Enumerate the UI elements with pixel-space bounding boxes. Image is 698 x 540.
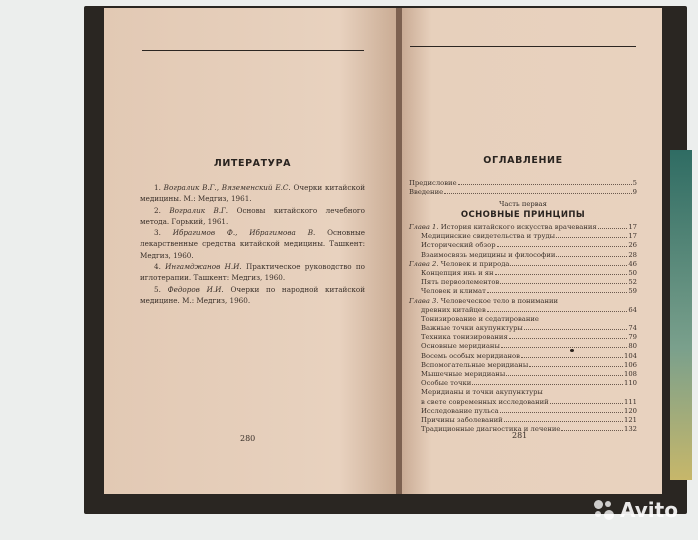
toc-title: Тонизирование и седатирование: [421, 314, 539, 323]
reference-authors: Федоров И.И.: [167, 284, 224, 294]
toc-title: [409, 223, 597, 232]
reference-text: Практическое руководство по иглотерапии. Ташкент: Медгиз, 1960.: [140, 262, 365, 283]
toc-title: Концепция инь и ян: [421, 268, 494, 277]
toc-leader: [521, 357, 623, 358]
toc-title: Техника тонизирования: [421, 333, 508, 342]
toc-page: 79: [628, 333, 637, 342]
reference-number: 5.: [154, 284, 161, 294]
toc-chapter-label: Глава 2.: [409, 259, 439, 268]
toc-chapter-label: Глава 3.: [409, 296, 439, 305]
toc-title: Мышечные меридианы: [421, 370, 506, 378]
toc-item: [409, 269, 637, 278]
toc-chapter-label: Глава 1.: [409, 223, 439, 231]
toc-page: 104: [624, 351, 637, 360]
toc-leader: [524, 329, 628, 330]
toc-leader: [500, 412, 623, 413]
toc-chapter-title: Человеческое тело в понимании: [440, 296, 559, 305]
toc-title: Основные меридианы: [421, 342, 500, 351]
toc-leader: [550, 403, 623, 404]
toc-title: древних китайцев: [421, 305, 486, 314]
toc-item: [409, 416, 637, 425]
toc-item: [409, 370, 637, 379]
toc-page: 59: [628, 287, 637, 296]
book-gutter: [396, 8, 402, 494]
contents-list: [409, 223, 637, 434]
bibliography-heading: ЛИТЕРАТУРА: [213, 158, 292, 169]
toc-page: 46: [628, 259, 637, 268]
toc-title: Исследование пульса: [421, 406, 499, 415]
toc-leader: [598, 228, 628, 229]
toc-leader: [487, 311, 628, 312]
toc-leader: [556, 237, 627, 238]
toc-leader: [495, 274, 628, 275]
reference-number: 4.: [154, 262, 161, 272]
toc-item: [409, 306, 637, 315]
toc-title: Исторический обзор: [421, 241, 496, 250]
toc-item: [409, 379, 637, 388]
avito-logo-icon: [592, 498, 616, 522]
right-page-number: 281: [512, 431, 528, 440]
toc-leader: [529, 366, 623, 367]
toc-item: [409, 342, 637, 351]
toc-leader: [444, 193, 632, 194]
toc-title: Человек и климат: [421, 287, 486, 296]
contents-heading: ОГЛАВЛЕНИЕ: [483, 155, 563, 166]
toc-page: 52: [628, 278, 637, 287]
toc-title: Особые точки: [421, 379, 472, 388]
toc-page: 121: [624, 415, 637, 424]
toc-item: [409, 188, 637, 197]
toc-page: 17: [628, 223, 637, 231]
reference-text: Основы китайского лечебного метода. Горький, 1961.: [140, 205, 365, 226]
reference-text: Очерки китайской медицины. М.: Медгиз, 1961.: [140, 183, 365, 204]
toc-leader: [497, 246, 628, 247]
reference-item: [140, 284, 365, 307]
reference-authors: Ибрагимов Ф., Ибрагимова В.: [172, 228, 316, 238]
toc-page: 74: [628, 324, 637, 333]
toc-leader: [510, 265, 627, 266]
toc-title: Причины заболеваний: [421, 415, 503, 424]
toc-title: Традиционные диагностика и лечение: [421, 425, 561, 434]
reference-item: [140, 182, 365, 205]
left-top-rule: [142, 50, 364, 51]
toc-chapter: [409, 260, 637, 269]
toc-page: 28: [628, 250, 637, 259]
toc-item: [409, 241, 637, 250]
reference-authors: Вогралик В.Г.: [169, 205, 229, 215]
toc-leader: [487, 292, 628, 293]
toc-chapter-title: Человек и природа: [440, 259, 510, 268]
toc-page: 111: [624, 397, 637, 406]
toc-item: [409, 179, 637, 188]
toc-item: [409, 333, 637, 342]
toc-chapter: [409, 297, 637, 306]
toc-item: [409, 324, 637, 333]
toc-item: [409, 278, 637, 287]
toc-item: [409, 315, 637, 324]
toc-leader: [501, 347, 627, 348]
toc-title: [409, 260, 509, 269]
avito-watermark: [592, 498, 678, 522]
reference-authors: Вогралик В.Г., Вяземенский Е.С.: [163, 183, 291, 192]
toc-leader: [509, 338, 628, 339]
reference-number: 1.: [154, 183, 161, 192]
toc-page: 9: [632, 188, 637, 197]
reference-number: 3.: [154, 228, 161, 238]
toc-page: 50: [628, 268, 637, 277]
toc-leader: [556, 256, 627, 257]
toc-item: [409, 287, 637, 296]
toc-title: [409, 297, 558, 306]
part-title: ОСНОВНЫЕ ПРИНЦИПЫ: [460, 210, 586, 220]
toc-item: [409, 398, 637, 407]
toc-title: Предисловие: [409, 179, 457, 187]
toc-leader: [500, 283, 627, 284]
toc-chapter-title: История китайского искусства врачевания: [440, 223, 597, 231]
toc-item: [409, 407, 637, 416]
toc-leader: [504, 421, 623, 422]
toc-chapter: [409, 223, 637, 232]
cover-edge: [670, 150, 692, 480]
reference-item: [140, 261, 365, 284]
toc-page: 64: [628, 305, 637, 314]
toc-leader: [458, 184, 632, 185]
toc-page: 17: [628, 232, 637, 241]
toc-title: Восемь особых меридианов: [421, 351, 520, 360]
reference-item: [140, 227, 365, 261]
right-top-rule: [410, 46, 636, 47]
toc-title: Введение: [409, 188, 444, 197]
toc-title: Медицинские свидетельства и труды: [421, 232, 556, 241]
reference-text: Основные лекарственные средства китайской медицины. Ташкент: Медгиз, 1960.: [140, 228, 365, 260]
toc-page: 110: [624, 379, 637, 388]
reference-item: [140, 205, 365, 228]
toc-item: [409, 232, 637, 241]
toc-title: Меридианы и точки акупунктуры: [421, 388, 543, 397]
toc-title: Вспомогательные меридианы: [421, 360, 529, 369]
toc-title: Пять первоэлементов: [421, 278, 500, 287]
front-matter-list: [409, 179, 637, 197]
toc-page: 120: [624, 406, 637, 415]
toc-title: Важные точки акупунктуры: [421, 324, 523, 333]
toc-title: в свете современных исследований: [421, 397, 549, 406]
watermark-text: Avito: [620, 498, 678, 522]
toc-page: 106: [624, 360, 637, 369]
toc-page: 132: [624, 425, 637, 434]
ink-mark: [570, 349, 574, 352]
toc-title: Взаимосвязь медицины и философии: [421, 250, 556, 259]
reference-text: Очерки по народной китайской медицине. М.: Медгиз, 1960.: [140, 284, 365, 305]
toc-item: [409, 361, 637, 370]
left-page-number: 280: [240, 434, 256, 443]
reference-authors: Ингамджанов Н.И.: [165, 262, 242, 272]
part-label: Часть первая: [499, 200, 547, 208]
toc-item: [409, 251, 637, 260]
toc-item: [409, 352, 637, 361]
toc-leader: [561, 430, 623, 431]
toc-leader: [506, 375, 623, 376]
reference-number: 2.: [154, 205, 161, 215]
toc-page: 5: [632, 179, 637, 187]
toc-page: 108: [624, 370, 637, 378]
toc-leader: [472, 384, 623, 385]
toc-item: [409, 388, 637, 397]
toc-page: 80: [628, 342, 637, 351]
toc-page: 26: [628, 241, 637, 250]
bibliography-list: [140, 182, 365, 306]
